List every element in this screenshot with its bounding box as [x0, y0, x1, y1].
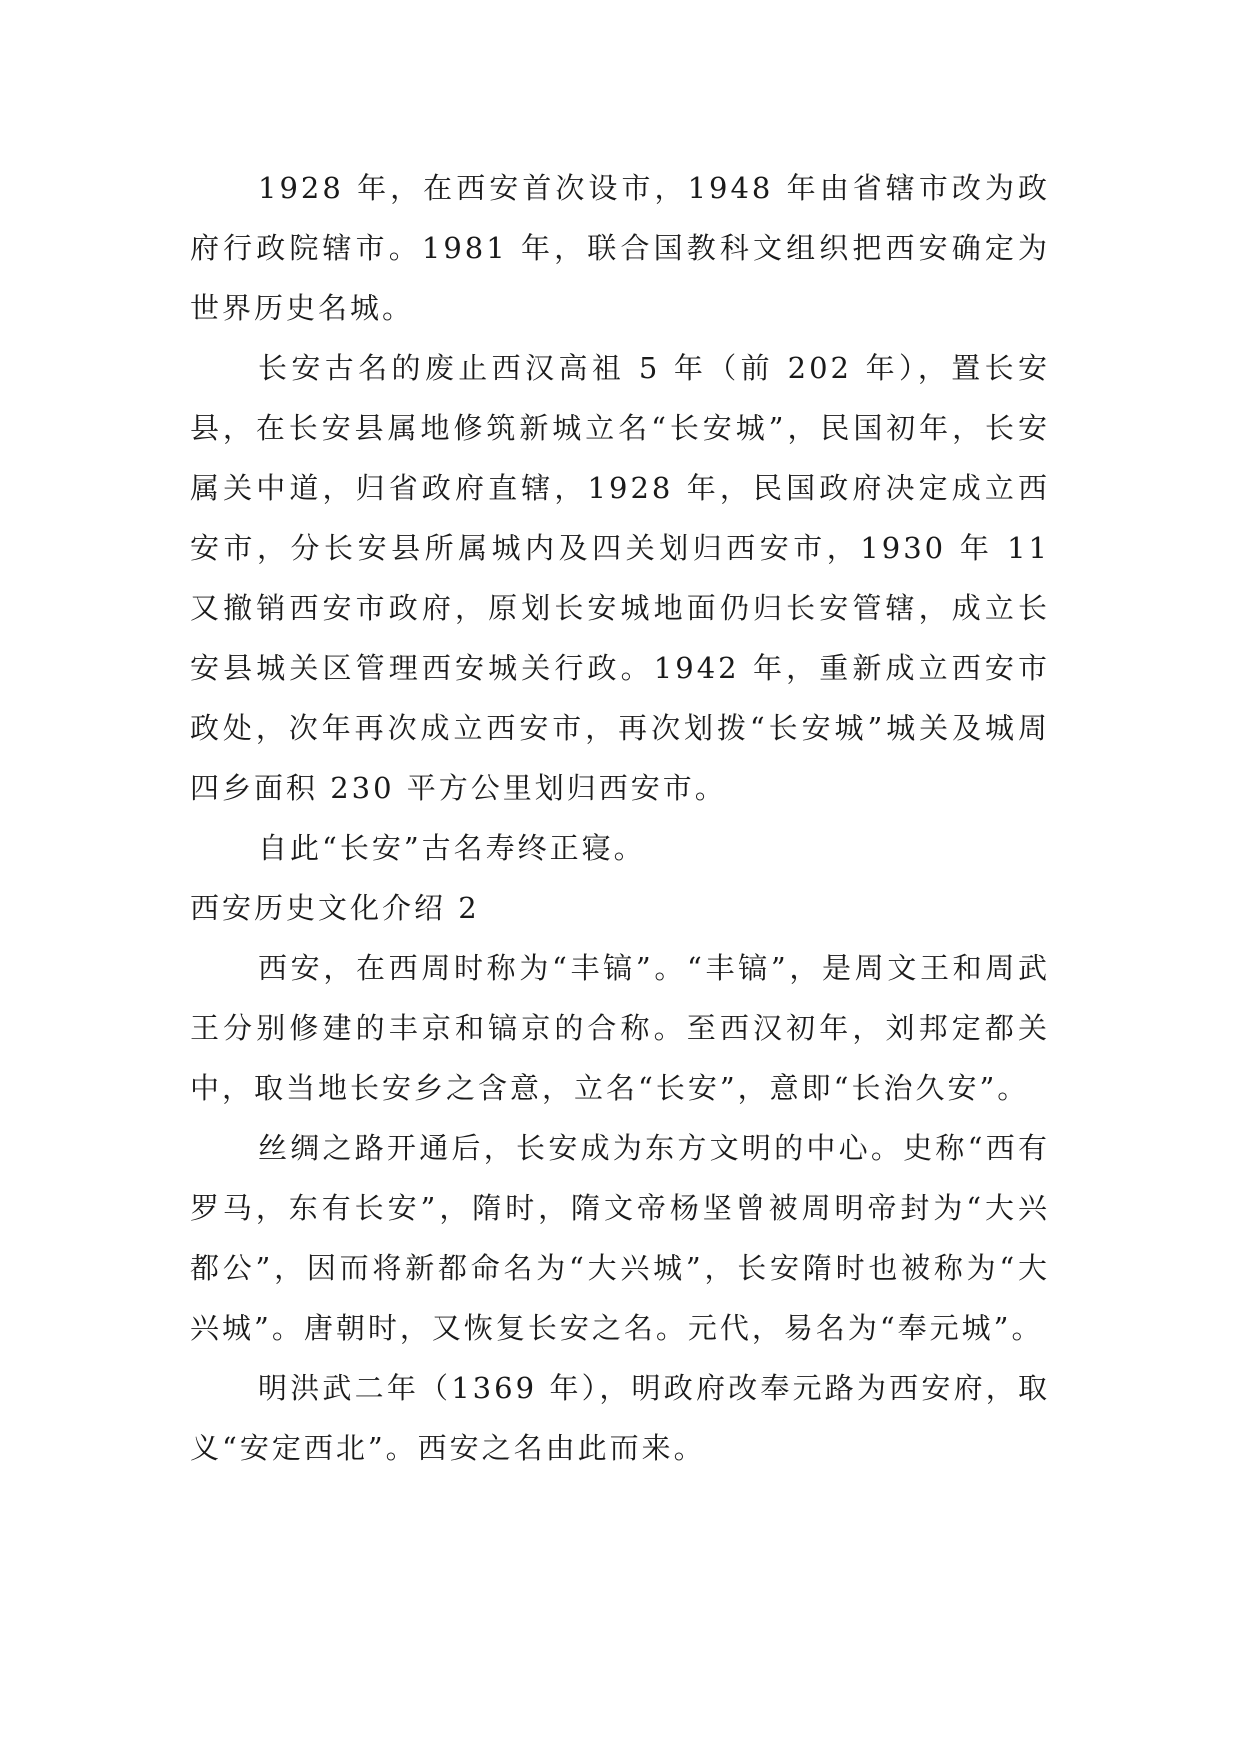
paragraph-silk-road: 丝绸之路开通后，长安成为东方文明的中心。史称“西有罗马，东有长安”，隋时，隋文帝杨坚曾被周明帝封为“大兴都公”，因而将新都命名为“大兴城”，长安隋时也被称为“大兴城”。唐朝时，又恢复长安之名。元代，易名为“奉元城”。	[190, 1131, 1050, 1345]
paragraph-xian-name-origin: 明洪武二年（1369 年），明政府改奉元路为西安府，取义“安定西北”。西安之名由此而来。	[190, 1371, 1050, 1465]
paragraph-city-establishment: 1928 年，在西安首次设市，1948 年由省辖市改为政府行政院辖市。1981 年，联合国教科文组织把西安确定为世界历史名城。	[190, 171, 1050, 325]
paragraph-fenghao-origin: 西安，在西周时称为“丰镐”。“丰镐”，是周文王和周武王分别修建的丰京和镐京的合称。至西汉初年，刘邦定都关中，取当地长安乡之含意，立名“长安”，意即“长治久安”。	[190, 951, 1050, 1105]
paragraph-changan-name-abolition: 长安古名的废止西汉高祖 5 年（前 202 年），置长安县，在长安县属地修筑新城立名“长安城”，民国初年，长安属关中道，归省政府直辖，1928 年，民国政府决定成立西安市，分长安县所属城内及四关划归西安市，1930 年 11 又撤销西安市政府，原划长安城地面仍归长安管辖，成立长安县城关区管理西安城关行政。1942 年，重新成立西安市政处，次年再次成立西安市，再次划拨“长安城”城关及城周四乡面积 230 平方公里划归西安市。	[190, 351, 1050, 805]
paragraph-changan-name-end: 自此“长安”古名寿终正寝。	[258, 831, 646, 865]
section-heading: 西安历史文化介绍 2	[190, 891, 480, 925]
document-body	[190, 158, 1050, 1478]
